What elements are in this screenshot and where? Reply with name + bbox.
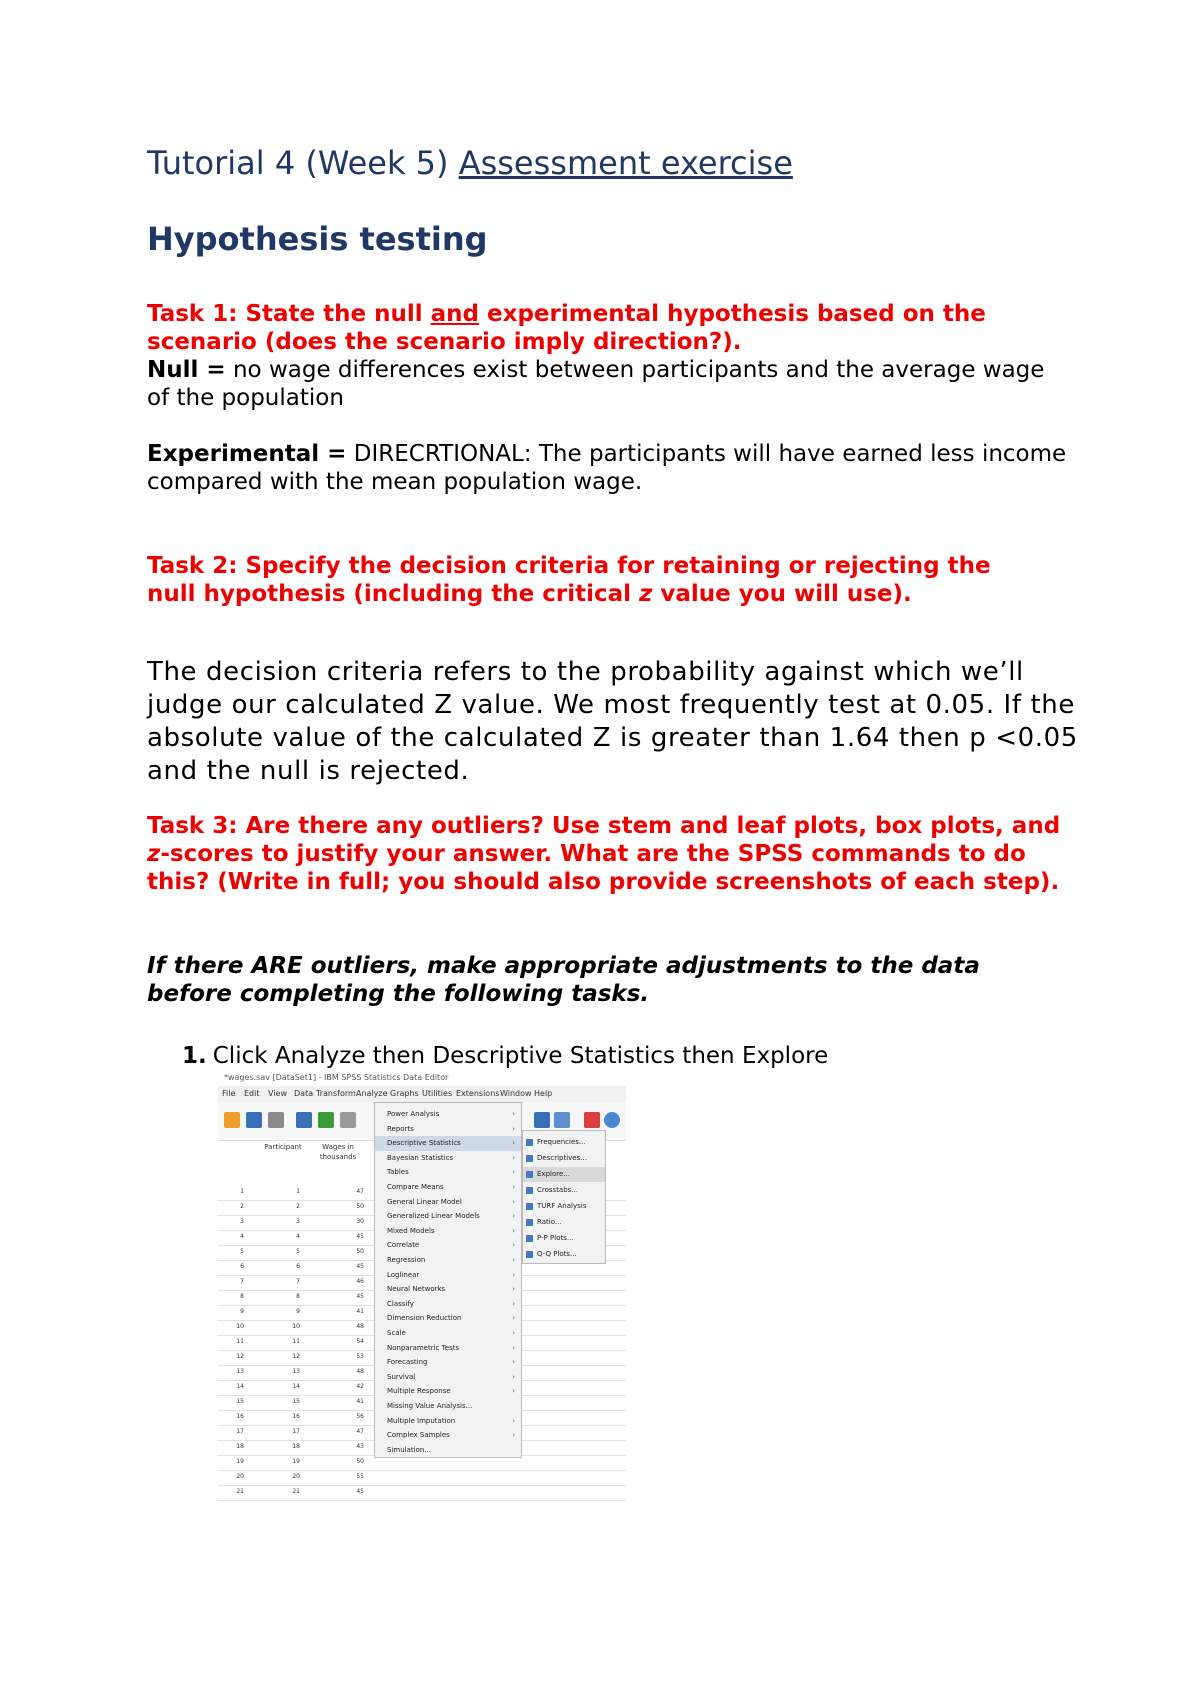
statistics-icon	[526, 1155, 533, 1162]
experimental-hypothesis	[147, 440, 1067, 496]
statistics-icon	[526, 1139, 533, 1146]
row-number[interactable]: 11	[236, 1338, 244, 1345]
row-number[interactable]: 4	[240, 1233, 244, 1240]
submenu-item[interactable]: Crosstabs...	[523, 1183, 605, 1198]
cell-wages[interactable]: 47	[356, 1188, 364, 1195]
analyze-menu-item[interactable]: Descriptive Statistics ›	[375, 1136, 521, 1151]
statistics-icon	[526, 1171, 533, 1178]
statistics-icon	[526, 1219, 533, 1226]
task1-and: and	[430, 301, 479, 327]
analyze-menu-item[interactable]: Nonparametric Tests ›	[375, 1341, 521, 1356]
task3-text-b: -scores to justify your answer. What are the SPSS commands to do this? (Write in full; you should also provide screenshots of each step).	[147, 841, 1060, 895]
cell-participant[interactable]: 10	[292, 1323, 300, 1330]
chevron-right-icon: ›	[512, 1168, 515, 1177]
task1-text-a: Task 1: State the null	[147, 301, 431, 327]
chevron-right-icon: ›	[512, 1343, 515, 1352]
redo-icon[interactable]	[340, 1112, 356, 1128]
analyze-menu-item[interactable]: General Linear Model ›	[375, 1195, 521, 1210]
analyze-menu-item[interactable]: Neural Networks ›	[375, 1282, 521, 1297]
chevron-right-icon: ›	[512, 1358, 515, 1367]
cell-participant[interactable]: 14	[292, 1383, 300, 1390]
experimental-label: Experimental =	[147, 441, 347, 467]
task3-heading	[147, 812, 1077, 896]
cell-wages[interactable]: 47	[356, 1428, 364, 1435]
cell-wages[interactable]: 45	[356, 1293, 364, 1300]
cell-wages[interactable]: 54	[356, 1338, 364, 1345]
variables-icon[interactable]	[534, 1112, 550, 1128]
cell-wages[interactable]: 42	[356, 1383, 364, 1390]
chevron-right-icon: ›	[512, 1139, 515, 1148]
value-labels-icon[interactable]	[584, 1112, 600, 1128]
chevron-right-icon: ›	[512, 1329, 515, 1337]
cell-wages[interactable]: 48	[356, 1323, 364, 1330]
analyze-menu-item[interactable]: Tables ›	[375, 1165, 521, 1180]
null-label: Null =	[147, 357, 226, 383]
task1-heading	[147, 300, 1107, 356]
analyze-menu-item[interactable]: Simulation...	[387, 1445, 431, 1454]
row-number[interactable]: 15	[236, 1398, 244, 1405]
row-number[interactable]: 9	[240, 1308, 244, 1315]
cell-wages[interactable]: 53	[356, 1353, 364, 1360]
dialog-recall-icon[interactable]	[296, 1112, 312, 1128]
chevron-right-icon: ›	[512, 1226, 515, 1235]
cell-wages[interactable]: 43	[356, 1443, 364, 1450]
submenu-item[interactable]: Ratio...	[523, 1215, 605, 1230]
scripting-icon[interactable]	[604, 1112, 620, 1128]
cell-wages[interactable]: 55	[356, 1473, 364, 1480]
step-text: Click Analyze then Descriptive Statistics then Explore	[212, 1043, 829, 1069]
chevron-right-icon: ›	[512, 1124, 515, 1133]
analyze-menu-item[interactable]: Classify ›	[375, 1297, 521, 1312]
task2-body: The decision criteria refers to the probability against which we’ll judge our calculated Z value. We most frequently test at 0.05. If the absolute value of the calculated Z is greater than 1.64 then p <0.05 and the null is rejected.	[147, 657, 1078, 786]
task1-text-c: scenario (does the scenario imply direction?).	[147, 329, 742, 355]
cell-wages[interactable]: 46	[356, 1278, 364, 1285]
cell-participant[interactable]: 3	[296, 1218, 300, 1225]
chevron-right-icon: ›	[512, 1197, 515, 1206]
split-file-icon[interactable]	[554, 1112, 570, 1128]
chevron-right-icon: ›	[512, 1241, 515, 1250]
step-1	[182, 1043, 828, 1069]
chevron-right-icon: ›	[512, 1387, 515, 1396]
cell-participant[interactable]: 5	[296, 1248, 300, 1255]
cell-participant[interactable]: 16	[292, 1413, 300, 1420]
chevron-right-icon: ›	[512, 1270, 515, 1279]
menu-help[interactable]: Help	[534, 1089, 553, 1098]
title-prefix: Tutorial 4 (Week 5)	[147, 144, 459, 182]
print-icon[interactable]	[268, 1112, 284, 1128]
cell-participant[interactable]: 18	[292, 1443, 300, 1450]
statistics-icon	[526, 1251, 533, 1258]
row-number[interactable]: 6	[240, 1263, 244, 1270]
title-underlined: Assessment exercise	[458, 144, 793, 182]
cell-participant[interactable]: 15	[292, 1398, 300, 1405]
analyze-menu-item[interactable]: Multiple Imputation ›	[375, 1414, 521, 1429]
row-number[interactable]: 8	[240, 1293, 244, 1300]
analyze-menu-item[interactable]: Power Analysis ›	[375, 1107, 521, 1122]
row-number[interactable]: 12	[236, 1353, 244, 1360]
descriptive-statistics-submenu	[522, 1130, 606, 1264]
analyze-menu-item[interactable]: Scale ›	[375, 1326, 521, 1341]
chevron-right-icon: ›	[512, 1416, 515, 1425]
analyze-menu-item[interactable]: Reports ›	[375, 1122, 521, 1137]
row-divider	[218, 1470, 626, 1471]
row-divider	[218, 1500, 626, 1501]
cell-wages[interactable]: 45	[356, 1233, 364, 1240]
cell-wages[interactable]: 41	[356, 1398, 364, 1405]
analyze-menu-item[interactable]: Compare Means ›	[375, 1180, 521, 1195]
statistics-icon	[526, 1187, 533, 1194]
step-number: 1.	[182, 1043, 207, 1069]
cell-participant[interactable]: 11	[292, 1338, 300, 1345]
task3-text-a: Task 3: Are there any outliers? Use stem and leaf plots, box plots, and	[147, 813, 1061, 839]
task2-text-a: Task 2: Specify the decision criteria for retaining or rejecting the	[147, 553, 991, 579]
row-divider	[218, 1485, 626, 1486]
cell-participant[interactable]: 9	[296, 1308, 300, 1315]
analyze-menu-item[interactable]: Bayesian Statistics ›	[375, 1151, 521, 1166]
cell-participant[interactable]: 12	[292, 1353, 300, 1360]
menu-extensions[interactable]: Extensions	[456, 1089, 500, 1098]
menu-data[interactable]: Data	[294, 1089, 314, 1098]
chevron-right-icon: ›	[512, 1431, 515, 1440]
outlier-note: If there ARE outliers, make appropriate adjustments to the data before completing the following tasks.	[147, 953, 980, 1007]
chevron-right-icon: ›	[512, 1299, 515, 1308]
cell-participant[interactable]: 19	[292, 1458, 300, 1465]
row-number[interactable]: 16	[236, 1413, 244, 1420]
row-number[interactable]: 2	[240, 1203, 244, 1210]
row-number[interactable]: 18	[236, 1443, 244, 1450]
row-number[interactable]: 17	[236, 1428, 244, 1435]
row-number[interactable]: 1	[240, 1188, 244, 1195]
cell-wages[interactable]: 48	[356, 1368, 364, 1375]
analyze-menu-item[interactable]: Generalized Linear Models ›	[375, 1209, 521, 1224]
analyze-menu-item[interactable]: Regression ›	[375, 1253, 521, 1268]
row-number[interactable]: 13	[236, 1368, 244, 1375]
cell-participant[interactable]: 1	[296, 1188, 300, 1195]
cell-wages[interactable]: 50	[356, 1248, 364, 1255]
column-header-participant[interactable]: Participant	[264, 1143, 302, 1151]
task2-z: z	[639, 581, 653, 607]
menu-transform[interactable]: Transform	[316, 1089, 356, 1098]
analyze-menu-item[interactable]: Missing Value Analysis...	[387, 1402, 473, 1410]
menu-window[interactable]: Window	[500, 1089, 532, 1098]
cell-wages[interactable]: 50	[356, 1203, 364, 1210]
row-number[interactable]: 21	[236, 1488, 244, 1495]
cell-participant[interactable]: 4	[296, 1233, 300, 1240]
cell-participant[interactable]: 6	[296, 1263, 300, 1270]
analyze-menu	[374, 1102, 522, 1458]
analyze-menu-item[interactable]: Complex Samples ›	[375, 1428, 521, 1443]
analyze-menu-item[interactable]: Mixed Models ›	[375, 1224, 521, 1239]
cell-wages[interactable]: 41	[356, 1308, 364, 1315]
open-folder-icon[interactable]	[224, 1112, 240, 1128]
row-number[interactable]: 10	[236, 1323, 244, 1330]
cell-participant[interactable]: 17	[292, 1428, 300, 1435]
row-number[interactable]: 3	[240, 1218, 244, 1225]
menu-view[interactable]: View	[268, 1089, 287, 1098]
null-hypothesis	[147, 356, 1067, 412]
row-number[interactable]: 14	[236, 1383, 244, 1390]
cell-participant[interactable]: 8	[296, 1293, 300, 1300]
task2-text-b: null hypothesis (including the critical	[147, 581, 640, 607]
experimental-text: DIRECRTIONAL: The participants will have earned less income compared with the mean population wage.	[147, 441, 1067, 495]
chevron-right-icon: ›	[512, 1372, 515, 1381]
cell-wages[interactable]: 50	[356, 1458, 364, 1465]
submenu-item[interactable]: Q-Q Plots...	[523, 1247, 605, 1262]
submenu-item[interactable]: Explore...	[523, 1167, 605, 1182]
chevron-right-icon: ›	[512, 1212, 515, 1221]
menu-graphs[interactable]: Graphs	[390, 1089, 419, 1098]
chevron-right-icon: ›	[512, 1153, 515, 1162]
chevron-right-icon: ›	[512, 1256, 515, 1264]
spss-screenshot	[218, 1070, 626, 1495]
row-number[interactable]: 5	[240, 1248, 244, 1255]
statistics-icon	[526, 1203, 533, 1210]
cell-participant[interactable]: 21	[292, 1488, 300, 1495]
row-number[interactable]: 20	[236, 1473, 244, 1480]
cell-participant[interactable]: 7	[296, 1278, 300, 1285]
cell-wages[interactable]: 30	[356, 1218, 364, 1225]
submenu-item[interactable]: P-P Plots...	[523, 1231, 605, 1246]
undo-icon[interactable]	[318, 1112, 334, 1128]
column-header-wages[interactable]: Wages in thousands	[319, 1143, 357, 1161]
window-title: *wages.sav [DataSet1] - IBM SPSS Statistics Data Editor	[218, 1070, 626, 1086]
row-number[interactable]: 7	[240, 1278, 244, 1285]
section-heading: Hypothesis testing	[147, 220, 488, 258]
chevron-right-icon: ›	[512, 1314, 515, 1323]
statistics-icon	[526, 1235, 533, 1242]
chevron-right-icon: ›	[512, 1183, 515, 1191]
cell-wages[interactable]: 56	[356, 1413, 364, 1420]
analyze-menu-item[interactable]: Forecasting ›	[375, 1355, 521, 1370]
analyze-menu-item[interactable]: Multiple Response ›	[375, 1384, 521, 1399]
submenu-item[interactable]: Frequencies...	[523, 1135, 605, 1150]
chevron-right-icon: ›	[512, 1285, 515, 1294]
task1-text-b: experimental hypothesis based on the	[479, 301, 986, 327]
cell-wages[interactable]: 45	[356, 1263, 364, 1270]
cell-wages[interactable]: 45	[356, 1488, 364, 1495]
task2-text-c: value you will use).	[652, 581, 912, 607]
analyze-menu-item[interactable]: Correlate ›	[375, 1238, 521, 1253]
cell-participant[interactable]: 20	[292, 1473, 300, 1480]
null-text: no wage differences exist between participants and the average wage of the population	[147, 357, 1045, 411]
submenu-item[interactable]: TURF Analysis	[523, 1199, 605, 1214]
row-number[interactable]: 19	[236, 1458, 244, 1465]
chevron-right-icon: ›	[512, 1110, 515, 1118]
cell-participant[interactable]: 2	[296, 1203, 300, 1210]
menu-utilities[interactable]: Utilities	[422, 1089, 453, 1098]
submenu-item[interactable]: Descriptives...	[523, 1151, 605, 1166]
analyze-menu-item[interactable]: Survival ›	[375, 1370, 521, 1385]
analyze-menu-item[interactable]: Dimension Reduction ›	[375, 1311, 521, 1326]
page-title	[147, 144, 793, 182]
menu-bar	[218, 1086, 626, 1102]
menu-analyze[interactable]: Analyze	[356, 1089, 388, 1098]
cell-participant[interactable]: 13	[292, 1368, 300, 1375]
menu-edit[interactable]: Edit	[244, 1089, 260, 1098]
analyze-menu-item[interactable]: Loglinear ›	[375, 1268, 521, 1283]
menu-file[interactable]: File	[222, 1089, 236, 1098]
task2-heading	[147, 552, 1107, 608]
task3-z: z	[147, 841, 161, 867]
save-icon[interactable]	[246, 1112, 262, 1128]
